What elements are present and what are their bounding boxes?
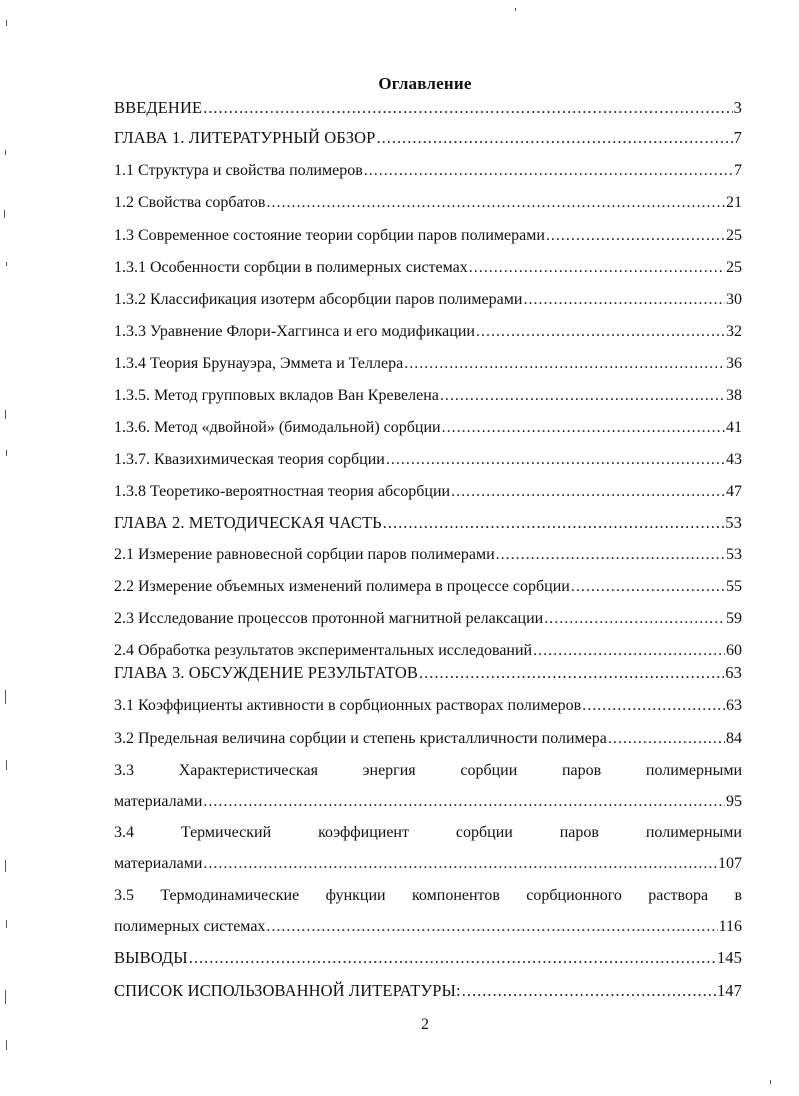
toc-entry-page: 25 [726,227,742,244]
toc-entry-title: 2.1 Измерение равновесной сорбции паров полимерами [114,546,495,563]
toc-leader-dots [582,695,725,717]
page-number: 2 [421,1016,429,1033]
toc-entry-page: 38 [726,387,742,404]
toc-entry-page: 95 [726,793,742,810]
toc-entry-page: 63 [726,697,742,714]
toc-leader-dots [266,192,725,214]
toc-entry-title: ГЛАВА 1. ЛИТЕРАТУРНЫЙ ОБЗОР [114,128,376,147]
toc-leader-dots [203,853,717,875]
scan-speck [5,860,6,872]
toc-entry-page: 7 [734,162,742,179]
toc-leader-dots [266,916,717,938]
toc-entry-title: 2.2 Измерение объемных изменений полимера в процессе сорбции [114,578,570,595]
toc-entry-page: 53 [725,513,742,532]
scan-speck [515,8,516,11]
toc-entry-3-3-line1[interactable]: 3.3 Характеристическая энергия сорбции паров полимерными [114,762,742,779]
toc-entry-page: 147 [716,981,742,1000]
toc-leader-dots [203,97,733,119]
toc-entry-title: 2.4 Обработка результатов экспериментальных исследований [114,642,533,659]
scan-speck [5,990,6,1004]
toc-entry-1-1[interactable] [114,160,742,182]
toc-leader-dots [476,321,725,343]
toc-entry-page: 41 [726,419,742,436]
toc-leader-dots [451,481,725,503]
toc-leader-dots [462,980,716,1002]
toc-entry-1-3-1[interactable] [114,257,742,279]
toc-leader-dots [544,608,725,630]
toc-entry-page: 32 [726,323,742,340]
toc-entry-3-4[interactable] [114,853,742,875]
toc-entry-3-5-line1[interactable]: 3.5 Термодинамические функции компонентов сорбционного раствора в [114,887,742,904]
toc-entry-title: материалами [114,793,203,810]
toc-entry-chapter-2[interactable] [114,512,742,534]
toc-entry-page: 7 [733,128,742,147]
toc-entry-title: 1.3.5. Метод групповых вкладов Ван Кревелена [114,387,439,404]
toc-leader-dots [546,225,725,247]
toc-entry-title: СПИСОК ИСПОЛЬЗОВАННОЙ ЛИТЕРАТУРЫ: [114,981,461,1000]
toc-entry-chapter-3[interactable] [114,662,742,684]
toc-entry-page: 36 [726,355,742,372]
toc-leader-dots [469,257,725,279]
toc-leader-dots [383,512,725,534]
scan-speck [6,1040,7,1050]
toc-entry-1-3-4[interactable] [114,353,742,375]
toc-entry-page: 25 [726,259,742,276]
toc-leader-dots [404,353,725,375]
toc-leader-dots [189,947,716,969]
toc-leader-dots [523,289,725,311]
toc-entry-title: 1.3.3 Уравнение Флори-Хаггинса и его модификации [114,323,475,340]
toc-entry-page: 59 [726,610,742,627]
toc-leader-dots [571,576,725,598]
toc-leader-dots [608,728,725,750]
scan-speck [5,150,6,155]
toc-entry-1-3-3[interactable] [114,321,742,343]
toc-entry-title: 3.1 Коэффициенты активности в сорбционных растворах полимеров [114,697,582,714]
toc-entry-title: полимерных системах [114,918,266,935]
toc-leader-dots [364,160,733,182]
toc-entry-page: 3 [733,98,742,117]
toc-entry-title: 1.1 Структура и свойства полимеров [114,162,363,179]
toc-entry-title: 3.2 Предельная величина сорбции и степень кристалличности полимера [114,730,607,747]
toc-entry-page: 107 [718,855,742,872]
toc-entry-title: 1.3.8 Теоретико-вероятностная теория абсорбции [114,483,451,500]
toc-entry-2-3[interactable] [114,608,742,630]
toc-entry-page: 116 [718,918,742,935]
toc-entry-1-3-2[interactable] [114,289,742,311]
toc-entry-title: 1.2 Свойства сорбатов [114,194,266,211]
toc-entry-page: 84 [726,730,742,747]
toc-entry-page: 21 [726,194,742,211]
toc-entry-title: материалами [114,855,203,872]
scan-speck [6,20,7,26]
toc-entry-1-2[interactable] [114,192,742,214]
toc-entry-title: ГЛАВА 2. МЕТОДИЧЕСКАЯ ЧАСТЬ [114,513,382,532]
toc-entry-page: 63 [725,663,742,682]
toc-entry-3-1[interactable] [114,695,742,717]
toc-entry-2-1[interactable] [114,544,742,566]
toc-entry-page: 47 [726,483,742,500]
toc-leader-dots [533,640,725,662]
toc-entry-chapter-1[interactable] [114,127,742,149]
toc-entry-1-3[interactable] [114,225,742,247]
toc-leader-dots [440,385,725,407]
scan-speck [4,210,5,218]
toc-entry-conclusions[interactable] [114,947,742,969]
toc-entry-title: 1.3.4 Теория Брунауэра, Эммета и Теллера [114,355,404,372]
scan-speck [5,410,6,419]
toc-entry-1-3-6[interactable] [114,417,742,439]
toc-entry-page: 30 [726,291,742,308]
toc-leader-dots [203,791,725,813]
toc-entry-page: 55 [726,578,742,595]
toc-entry-title: 1.3.7. Квазихимическая теория сорбции [114,451,385,468]
toc-entry-1-3-7[interactable] [114,449,742,471]
toc-entry-title: ВЫВОДЫ [114,948,188,967]
toc-entry-title: 2.3 Исследование процессов протонной магнитной релаксации [114,610,544,627]
toc-leader-dots [376,127,732,149]
toc-leader-dots [386,449,725,471]
toc-entry-page: 43 [726,451,742,468]
toc-entry-1-3-8[interactable] [114,481,742,503]
toc-entry-title: 1.3.1 Особенности сорбции в полимерных системах [114,259,468,276]
toc-leader-dots [419,662,724,684]
toc-entry-1-3-5[interactable] [114,385,742,407]
toc-leader-dots [442,417,725,439]
toc-entry-page: 53 [726,546,742,563]
toc-entry-title: ГЛАВА 3. ОБСУЖДЕНИЕ РЕЗУЛЬТАТОВ [114,663,418,682]
scan-speck [6,760,7,770]
page-title: Оглавление [378,74,472,93]
scan-speck [6,450,7,456]
toc-entry-3-3[interactable] [114,791,742,813]
toc-entry-references[interactable] [114,980,742,1002]
toc-entry-title: 1.3.6. Метод «двойной» (бимодальной) сорбции [114,419,441,436]
toc-entry-2-4[interactable] [114,640,742,662]
toc-entry-title: ВВЕДЕНИЕ [114,98,203,117]
toc-entry-page: 145 [716,948,742,967]
toc-entry-introduction[interactable] [114,97,742,119]
toc-entry-2-2[interactable] [114,576,742,598]
toc-entry-3-4-line1[interactable]: 3.4 Термический коэффициент сорбции паров полимерными [114,824,742,841]
scan-speck [6,920,7,928]
toc-leader-dots [496,544,725,566]
toc-entry-3-2[interactable] [114,728,742,750]
scan-speck [770,1080,771,1084]
scan-speck [6,262,7,266]
toc-entry-title: 1.3 Современное состояние теории сорбции паров полимерами [114,227,545,244]
toc-entry-page: 60 [726,642,742,659]
toc-entry-3-5[interactable] [114,916,742,938]
toc-entry-title: 1.3.2 Классификация изотерм абсорбции паров полимерами [114,291,523,308]
scan-speck [5,690,6,704]
